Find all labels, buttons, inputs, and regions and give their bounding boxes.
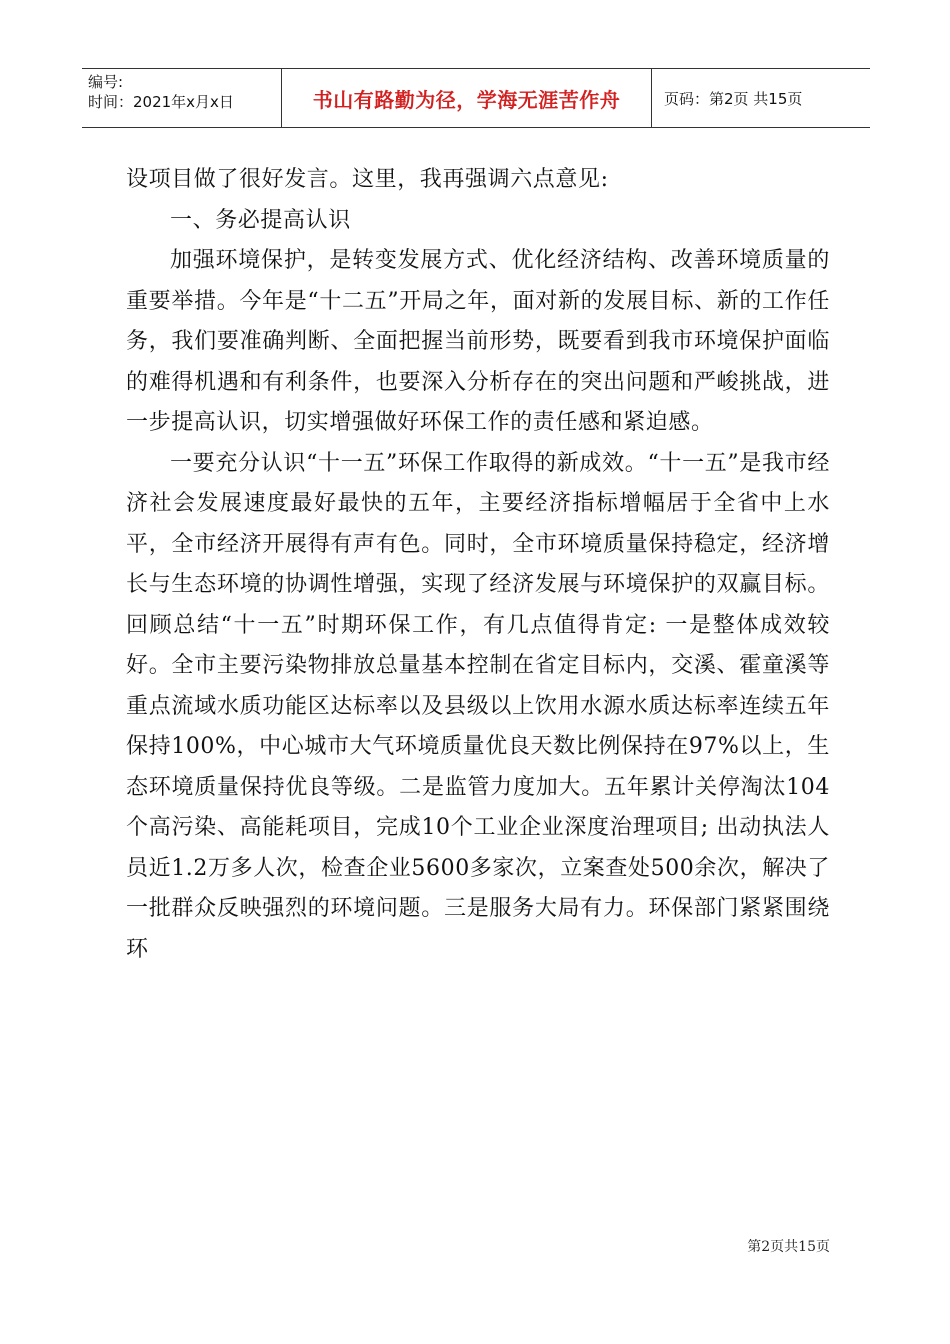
page-header [82, 68, 870, 128]
section-heading: 一、务必提高认识 [170, 207, 351, 233]
paragraph: 加强环境保护，是转变发展方式、优化经济结构、改善环境质量的重要举措。今年是“十二五”开局之年，面对新的发展目标、新的工作任务，我们要准确判断、全面把握当前形势，既要看到我市环境保护面临的难得机遇和有利条件，也要深入分析存在的突出问题和严峻挑战，进一步提高认识，切实增强做好环保工作的责任感和紧迫感。 [126, 248, 830, 435]
document-number-label: 编号: [88, 73, 124, 91]
paragraph: 设项目做了很好发言。这里，我再强调六点意见: [126, 167, 609, 192]
document-body [126, 160, 830, 970]
header-meta [82, 69, 282, 127]
page-footer: 第2页共15页 [747, 1239, 830, 1255]
paragraph: 一要充分认识“十一五”环保工作取得的新成效。“十一五”是我市经济社会发展速度最好最快的五年，主要经济指标增幅居于全省中上水平，全市经济开展得有声有色。同时，全市环境质量保持稳定，经济增长与生态环境的协调性增强，实现了经济发展与环境保护的双赢目标。回顾总结“十一五”时期环保工作，有几点值得肯定: 一是整体成效较好。全市主要污染物排放总量基本控制在省定目标内，交溪、霍童溪等重点流域水质功能区达标率以及县级以上饮用水源水质达标率连续五年保持100%，中心城市大气环境质量优良天数比例保持在97%以上，生态环境质量保持优良等级。二是监管力度加大。五年累计关停淘汰104个高污染、高能耗项目，完成10个工业企业深度治理项目; 出动执法人员近1.2万多人次，检查企业5600多家次，立案查处500余次，解决了一批群众反映强烈的环境问题。三是服务大局有力。环保部门紧紧围绕环 [126, 450, 830, 962]
document-time: 时间：2021年x月x日 [88, 93, 234, 111]
header-motto: 书山有路勤为径，学海无涯苦作舟 [282, 69, 652, 127]
header-page-info: 页码：第2页 共15页 [664, 89, 803, 108]
